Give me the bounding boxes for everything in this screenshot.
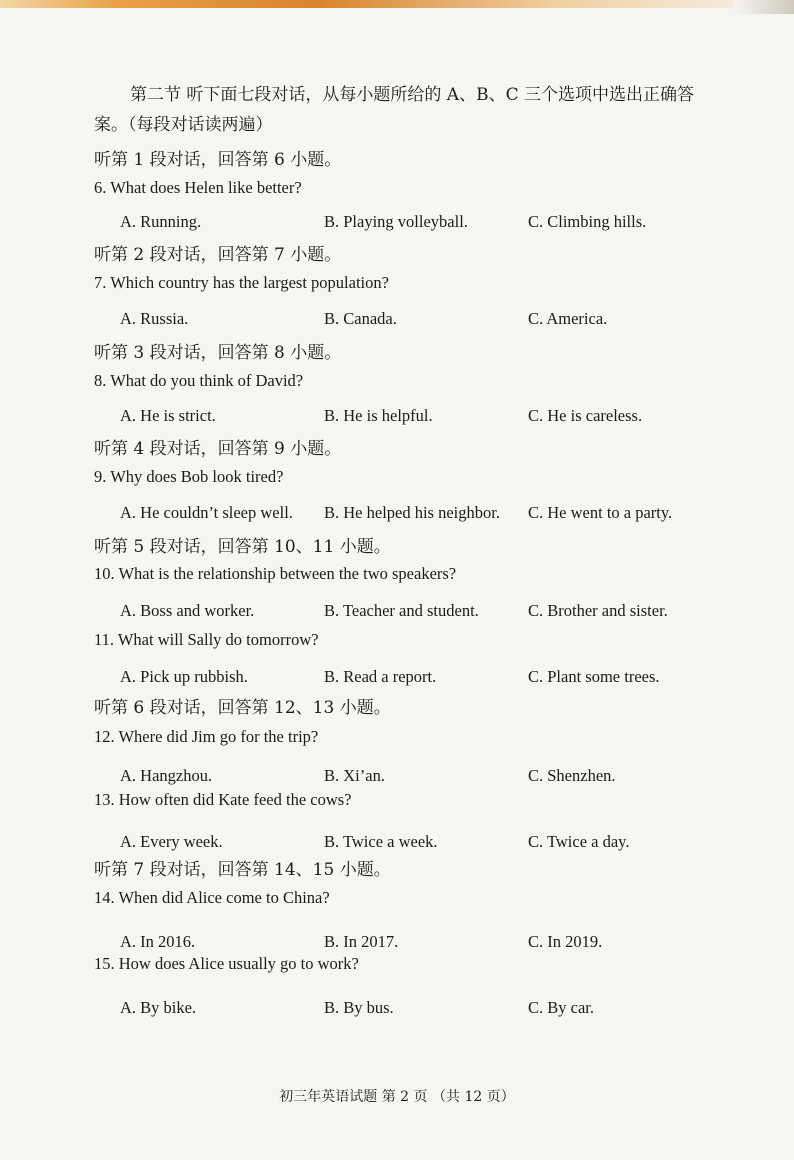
- dialogue-instruction: 听第 7 段对话，回答第 14、15 小题。: [94, 860, 391, 880]
- dialogue-instruction: 听第 4 段对话，回答第 9 小题。: [94, 439, 342, 459]
- question-text: 8. What do you think of David?: [94, 371, 304, 390]
- answer-option-c: C. Twice a day.: [528, 832, 630, 851]
- answer-option-c: C. America.: [528, 309, 608, 328]
- dialogue-instruction: 听第 3 段对话，回答第 8 小题。: [94, 343, 342, 363]
- section-intro: [94, 80, 734, 140]
- question-text: 7. Which country has the largest population?: [94, 273, 389, 292]
- question-text: 11. What will Sally do tomorrow?: [94, 630, 319, 649]
- answer-option-a: A. Boss and worker.: [120, 601, 255, 620]
- answer-option-b: B. In 2017.: [324, 932, 399, 951]
- section-intro-line-1: 第二节 听下面七段对话，从每小题所给的 A、B、C 三个选项中选出正确答: [130, 85, 694, 105]
- answer-option-b: B. Teacher and student.: [324, 601, 479, 620]
- dialogue-instruction: 听第 2 段对话，回答第 7 小题。: [94, 245, 342, 265]
- answer-option-b: B. Xi’an.: [324, 766, 385, 785]
- answer-option-a: A. Hangzhou.: [120, 766, 213, 785]
- answer-option-a: A. Every week.: [120, 832, 223, 851]
- answer-option-b: B. Read a report.: [324, 667, 437, 686]
- answer-option-b: B. He is helpful.: [324, 406, 433, 425]
- answer-option-b: B. Playing volleyball.: [324, 212, 468, 231]
- answer-option-b: B. Canada.: [324, 309, 397, 328]
- answer-option-c: C. In 2019.: [528, 932, 603, 951]
- section-intro-line-2: 案。（每段对话读两遍）: [94, 115, 273, 135]
- answer-option-b: B. Twice a week.: [324, 832, 438, 851]
- page-footer: 初三年英语试题 第 2 页 （共 12 页）: [279, 1089, 515, 1105]
- answer-option-a: A. He is strict.: [120, 406, 216, 425]
- question-text: 15. How does Alice usually go to work?: [94, 954, 359, 973]
- question-text: 9. Why does Bob look tired?: [94, 467, 284, 486]
- answer-option-c: C. Brother and sister.: [528, 601, 668, 620]
- dialogue-instruction: 听第 1 段对话，回答第 6 小题。: [94, 150, 342, 170]
- answer-option-a: A. He couldn’t sleep well.: [120, 503, 293, 522]
- answer-option-b: B. He helped his neighbor.: [324, 503, 500, 522]
- question-text: 14. When did Alice come to China?: [94, 888, 330, 907]
- answer-option-a: A. By bike.: [120, 998, 197, 1017]
- question-text: 6. What does Helen like better?: [94, 178, 302, 197]
- question-text: 13. How often did Kate feed the cows?: [94, 790, 352, 809]
- answer-option-c: C. Plant some trees.: [528, 667, 660, 686]
- answer-option-b: B. By bus.: [324, 998, 394, 1017]
- answer-option-a: A. Running.: [120, 212, 202, 231]
- dialogue-instruction: 听第 6 段对话，回答第 12、13 小题。: [94, 698, 391, 718]
- answer-option-c: C. Shenzhen.: [528, 766, 616, 785]
- answer-option-c: C. He went to a party.: [528, 503, 673, 522]
- answer-option-a: A. Russia.: [120, 309, 189, 328]
- question-text: 10. What is the relationship between the two speakers?: [94, 564, 457, 583]
- answer-option-c: C. By car.: [528, 998, 594, 1017]
- answer-option-c: C. He is careless.: [528, 406, 643, 425]
- answer-option-a: A. In 2016.: [120, 932, 196, 951]
- question-text: 12. Where did Jim go for the trip?: [94, 727, 319, 746]
- answer-option-c: C. Climbing hills.: [528, 212, 647, 231]
- dialogue-instruction: 听第 5 段对话，回答第 10、11 小题。: [94, 537, 391, 557]
- answer-option-a: A. Pick up rubbish.: [120, 667, 248, 686]
